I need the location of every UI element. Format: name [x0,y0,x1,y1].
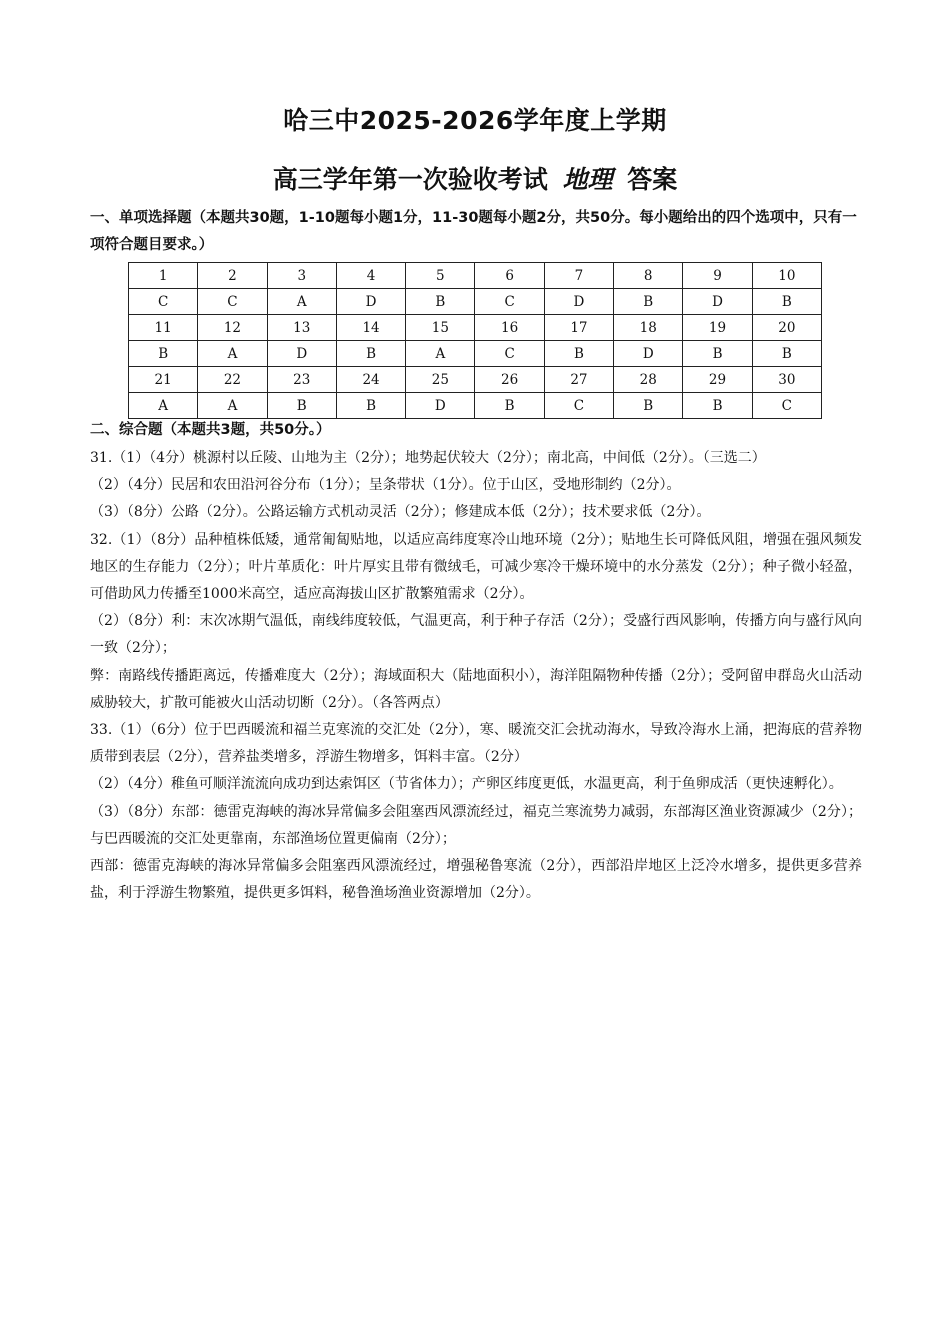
subtitle-subject: 地理 [562,165,613,194]
question-number: 5 [406,263,475,289]
answer-table [128,262,822,419]
answer-cell: B [475,393,544,419]
question-number: 23 [267,367,336,393]
question-number: 16 [475,315,544,341]
answer-cell: D [683,289,752,315]
question-number: 6 [475,263,544,289]
answer-cell: A [267,289,336,315]
answer-paragraph: 西部：德雷克海峡的海冰异常偏多会阻塞西风漂流经过，增强秘鲁寒流（2分），西部沿岸地区上泛冷水增多，提供更多营养盐，利于浮游生物繁殖，提供更多饵料，秘鲁渔场渔业资源增加（2分）。 [90,858,862,902]
question-number: 12 [198,315,267,341]
answer-paragraph: （2）（4分）民居和农田沿河谷分布（1分）；呈条带状（1分）。位于山区，受地形制约（2分）。 [90,477,681,494]
section1-heading: 一、单项选择题（本题共30题，1-10题每小题1分，11-30题每小题2分，共50分。每小题给出的四个选项中，只有一项符合题目要求。） [90,210,857,253]
answer-cell: D [544,289,613,315]
question-number: 4 [336,263,405,289]
question-number: 11 [129,315,198,341]
answer-paragraph: 33.（1）（6分）位于巴西暖流和福兰克寒流的交汇处（2分），寒、暖流交汇会扰动海水，导致冷海水上涌，把海底的营养物质带到表层（2分），营养盐类增多，浮游生物增多，饵料丰富。（2分） [90,722,862,766]
table-row [129,289,822,315]
table-row [129,367,822,393]
answer-paragraph: （3）（8分）公路（2分）。公路运输方式机动灵活（2分）；修建成本低（2分）；技术要求低（2分）。 [90,504,711,521]
question-number: 15 [406,315,475,341]
answer-cell: B [267,393,336,419]
answer-paragraph: 32.（1）（8分）品种植株低矮，通常匍匐贴地，以适应高纬度寒冷山地环境（2分）；贴地生长可降低风阻，增强在强风频发地区的生存能力（2分）；叶片革质化：叶片厚实且带有微绒毛，可减少寒冷干燥环境中的水分蒸发（2分）；种子微小轻盈，可借助风力传播至1000米高空，适应高海拔山区扩散繁殖需求（2分）。 [90,531,862,603]
answer-cell: C [475,289,544,315]
answer-cell: B [614,393,683,419]
question-number: 3 [267,263,336,289]
question-number: 9 [683,263,752,289]
answer-cell: D [267,341,336,367]
answer-cell: D [406,393,475,419]
table-row [129,341,822,367]
answer-paragraph: （3）（8分）东部：德雷克海峡的海冰异常偏多会阻塞西风漂流经过，福克兰寒流势力减弱，东部海区渔业资源减少（2分）；与巴西暖流的交汇处更靠南，东部渔场位置更偏南（2分）； [90,803,862,847]
question-number: 8 [614,263,683,289]
subtitle-suffix: 答案 [627,165,678,194]
answer-paragraph: 弊：南路线传播距离远，传播难度大（2分）；海域面积大（陆地面积小），海洋阻隔物种传播（2分）；受阿留申群岛火山活动威胁较大，扩散可能被火山活动切断（2分）。（各答两点） [90,667,862,711]
question-number: 24 [336,367,405,393]
question-number: 1 [129,263,198,289]
page-subtitle [0,160,950,196]
answer-cell: B [683,341,752,367]
answer-cell: C [129,289,198,315]
answer-cell: A [198,341,267,367]
question-number: 20 [752,315,821,341]
question-number: 26 [475,367,544,393]
answer-cell: B [336,341,405,367]
subtitle-prefix: 高三学年第一次验收考试 [272,165,548,194]
answer-cell: B [752,341,821,367]
question-number: 25 [406,367,475,393]
answer-cell: D [336,289,405,315]
answer-body [90,445,862,907]
answer-cell: C [198,289,267,315]
question-number: 7 [544,263,613,289]
question-number: 28 [614,367,683,393]
question-number: 29 [683,367,752,393]
section2-heading: 二、综合题（本题共3题，共50分。） [90,422,331,438]
answer-cell: D [614,341,683,367]
question-number: 10 [752,263,821,289]
question-number: 22 [198,367,267,393]
answer-paragraph: （2）（8分）利：末次冰期气温低，南线纬度较低，气温更高，利于种子存活（2分）；受盛行西风影响，传播方向与盛行风向一致（2分）； [90,613,862,657]
answer-cell: B [614,289,683,315]
table-row [129,263,822,289]
question-number: 18 [614,315,683,341]
question-number: 14 [336,315,405,341]
question-number: 17 [544,315,613,341]
question-number: 21 [129,367,198,393]
answer-cell: B [544,341,613,367]
question-number: 30 [752,367,821,393]
question-number: 2 [198,263,267,289]
answer-cell: B [129,341,198,367]
answer-paragraph: 31.（1）（4分）桃源村以丘陵、山地为主（2分）；地势起伏较大（2分）；南北高，中间低（2分）。（三选二） [90,450,766,466]
answer-cell: A [406,341,475,367]
answer-cell: A [198,393,267,419]
answer-cell: B [406,289,475,315]
answer-cell: B [752,289,821,315]
table-row [129,315,822,341]
answer-cell: C [544,393,613,419]
answer-cell: C [475,341,544,367]
answer-paragraph: （2）（4分）稚鱼可顺洋流流向成功到达索饵区（节省体力）；产卵区纬度更低，水温更高，利于鱼卵成活（更快速孵化）。 [90,776,843,793]
answer-cell: A [129,393,198,419]
answer-cell: B [683,393,752,419]
page-title: 哈三中2025-2026学年度上学期 [283,106,667,135]
question-number: 27 [544,367,613,393]
answer-cell: C [752,393,821,419]
question-number: 19 [683,315,752,341]
answer-cell: B [336,393,405,419]
question-number: 13 [267,315,336,341]
table-row [129,393,822,419]
